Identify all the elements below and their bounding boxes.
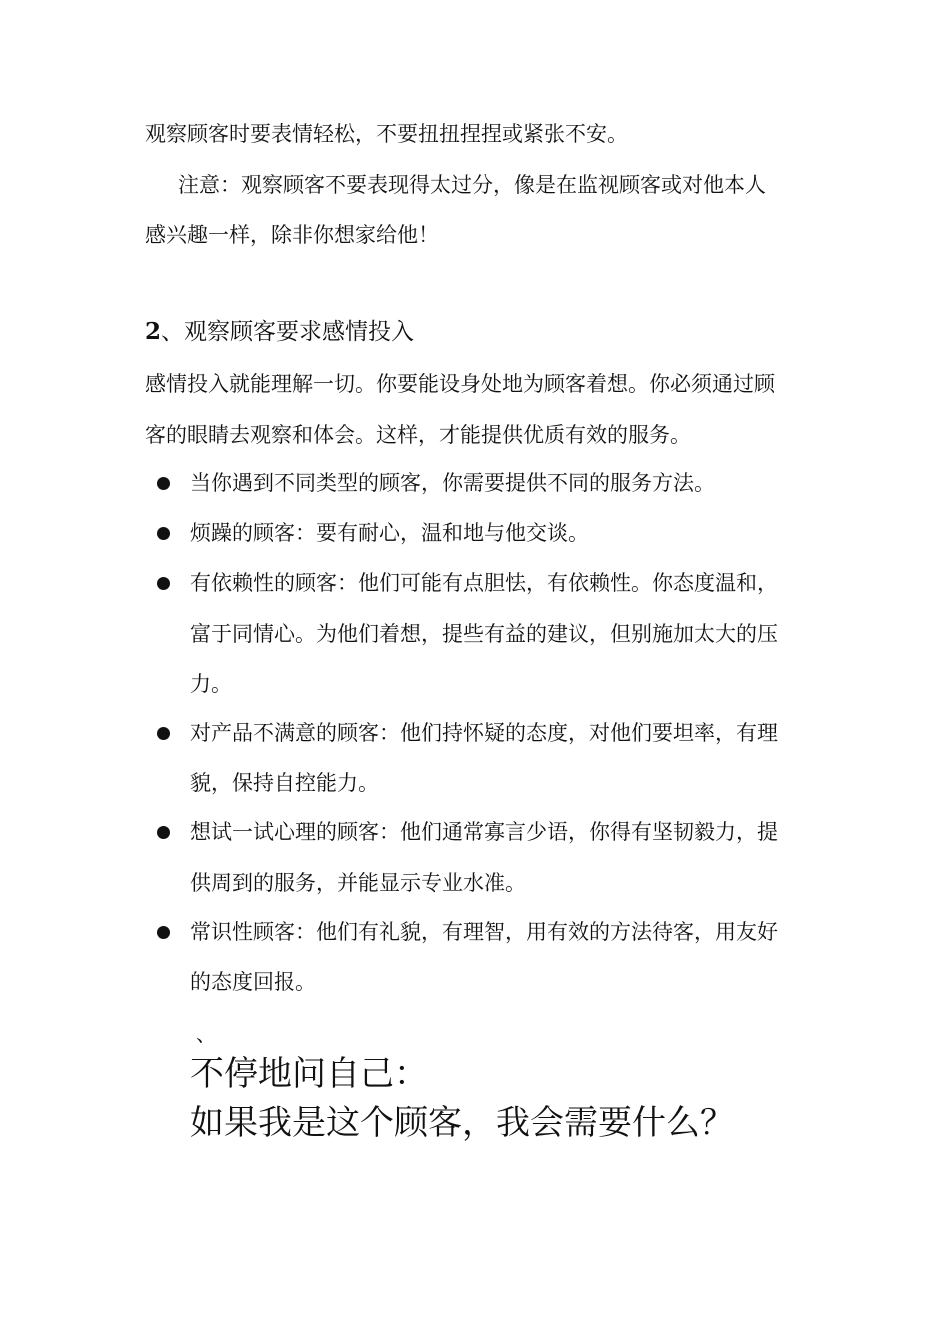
bullet-3-line-2: 富于同情心。为他们着想，提些有益的建议，但别施加太大的压 [190, 622, 778, 646]
note-line-2: 感兴趣一样，除非你想家给他！ [145, 223, 439, 247]
section-title: 、观察顾客要求感情投入 [161, 319, 415, 345]
closing-line-1: 不停地问自己： [190, 1054, 428, 1094]
bullet-2-line-1: 烦躁的顾客：要有耐心，温和地与他交谈。 [190, 521, 589, 545]
bullet-4-line-2: 貌，保持自控能力。 [190, 771, 379, 795]
intro-line: 观察顾客时要表情轻松，不要扭扭捏捏或紧张不安。 [145, 122, 628, 146]
paragraph-line-2: 客的眼睛去观察和体会。这样，才能提供优质有效的服务。 [145, 423, 691, 447]
bullet-3-line-1: 有依赖性的顾客：他们可能有点胆怯，有依赖性。你态度温和， [190, 571, 778, 595]
note-line-1: 注意：观察顾客不要表现得太过分，像是在监视顾客或对他本人 [178, 173, 766, 197]
bullet-icon [157, 727, 170, 740]
bullet-5-line-1: 想试一试心理的顾客：他们通常寡言少语，你得有坚韧毅力，提 [190, 820, 778, 844]
bullet-icon [157, 577, 170, 590]
bullet-1-line-1: 当你遇到不同类型的顾客，你需要提供不同的服务方法。 [190, 471, 715, 495]
paragraph-line-1: 感情投入就能理解一切。你要能设身处地为顾客着想。你必须通过顾 [145, 372, 775, 396]
bullet-icon [157, 826, 170, 839]
bullet-icon [157, 926, 170, 939]
bullet-6-line-1: 常识性顾客：他们有礼貌，有理智，用有效的方法待客，用友好 [190, 920, 778, 944]
bullet-icon [157, 527, 170, 540]
closing-line-2: 如果我是这个顾客，我会需要什么？ [190, 1103, 734, 1143]
section-number: 2 [145, 318, 162, 345]
stray-mark: 、 [196, 1022, 216, 1046]
bullet-6-line-2: 的态度回报。 [190, 970, 316, 994]
bullet-3-line-3: 力。 [190, 672, 232, 696]
section-heading [145, 317, 414, 347]
bullet-icon [157, 477, 170, 490]
bullet-5-line-2: 供周到的服务，并能显示专业水准。 [190, 871, 526, 895]
bullet-4-line-1: 对产品不满意的顾客：他们持怀疑的态度，对他们要坦率，有理 [190, 721, 778, 745]
